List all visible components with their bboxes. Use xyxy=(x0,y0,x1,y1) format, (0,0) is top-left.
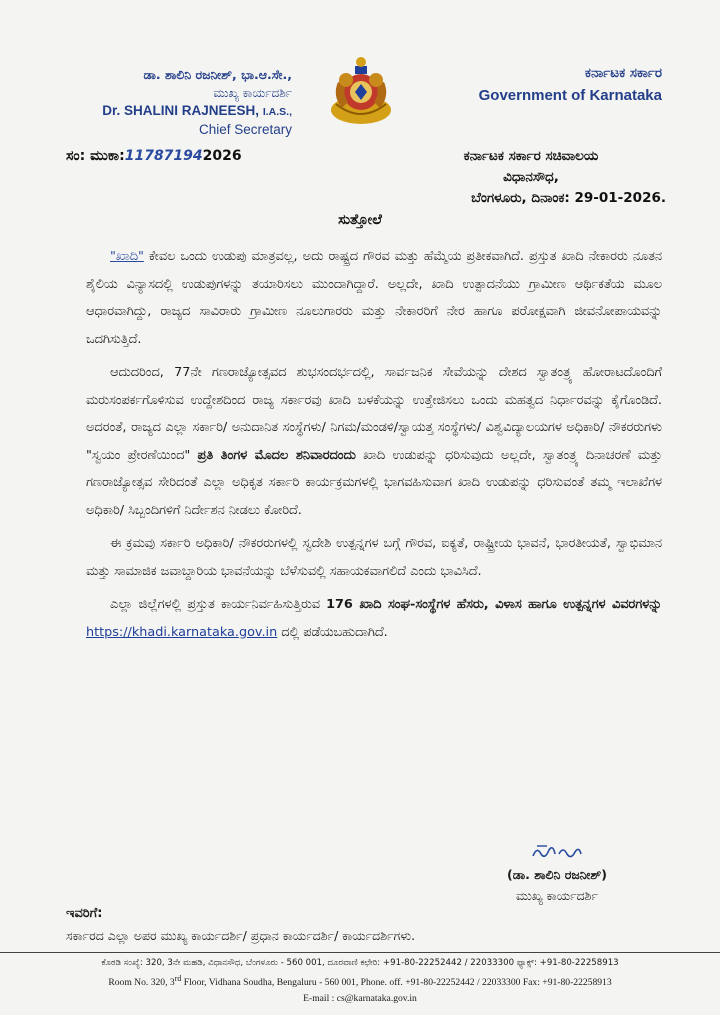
karnataka-emblem-icon xyxy=(322,52,400,130)
sender-name-english-text: Dr. SHALINI RAJNEESH, xyxy=(102,103,260,118)
paragraph-1-text: ಕೇವಲ ಒಂದು ಉಡುಪು ಮಾತ್ರವಲ್ಲ, ಅದು ರಾಷ್ಟ್ರದ ಗೌರವ ಮತ್ತು ಹೆಮ್ಮೆಯ ಪ್ರತೀಕವಾಗಿದೆ. ಪ್ರಸ್ತುತ ಖಾದಿ ನೇಕಾರರು ನೂತನ ಶೈಲಿಯ ವಿನ್ಯಾಸದಲ್ಲಿ ಉಡುಪುಗಳನ್ನು ತಯಾರಿಸಲು ಮುಂದಾಗಿದ್ದಾರೆ. ಅಲ್ಲದೇ, ಖಾದಿ ಉತ್ಪಾದನೆಯು ಗ್ರಾಮೀಣ ಆರ್ಥಿಕತೆಯ ಮೂಲ ಆಧಾರವಾಗಿದ್ದು, ರಾಜ್ಯದ ಸಾವಿರಾರು ಗ್ರಾಮೀಣ ನೂಲುಗಾರರು ಮತ್ತು ನೇಕಾರರಿಗೆ ನೇರ ಹಾಗೂ ಪರೋಕ್ಷವಾಗಿ ಜೀವನೋಪಾಯವನ್ನು ಒದಗಿಸುತ್ತಿದೆ. xyxy=(86,249,662,347)
paragraph-2-text-b: ಖಾದಿ ಉಡುಪನ್ನು ಧರಿಸುವುದು ಅಲ್ಲದೇ, ಸ್ವಾತಂತ್ರ್ಯ ದಿನಾಚರಣೆ ಮತ್ತು ಗಣರಾಜ್ಯೋತ್ಸವ ಸೇರಿದಂತೆ ಎಲ್ಲಾ ಅಧಿಕೃತ ಸರ್ಕಾರಿ ಕಾರ್ಯಕ್ರಮಗಳಲ್ಲಿ ಭಾಗವಹಿಸುವಾಗ ಖಾದಿ ಉಡುಪನ್ನು ಧರಿಸುವಂತೆ ತಮ್ಮ ಇಲಾಖೆಗಳ ಅಧಿಕಾರಿ/ ಸಿಬ್ಬಂದಿಗಳಿಗೆ ನಿರ್ದೇಶನ ನೀಡಲು ಕೋರಿದೆ. xyxy=(86,447,662,518)
footer-address-kannada: ಕೊಠಡಿ ಸಂಖ್ಯೆ: 320, 3ನೇ ಮಹಡಿ, ವಿಧಾನಸೌಧ, ಬೆಂಗಳೂರು - 560 001, ದೂರವಾಣಿ ಕಛೇರಿ: +91-80-22252442 / 22033300 ಫ್ಯಾಕ್ಸ್: +91-80-22258913 xyxy=(101,958,619,968)
paragraph-4-emphasis: 176 ಖಾದಿ ಸಂಘ-ಸಂಸ್ಥೆಗಳ ಹೆಸರು, ವಿಳಾಸ ಹಾಗೂ ಉತ್ಪನ್ನಗಳ ವಿವರಗಳನ್ನು xyxy=(326,597,662,612)
document-subject: ಸುತ್ತೋಲೆ xyxy=(338,212,382,228)
sender-name-kannada: ಡಾ. ಶಾಲಿನಿ ರಜನೀಶ್, ಭಾ.ಆ.ಸೇ., xyxy=(143,67,292,82)
paragraph-2-text-a: ಆದುದರಿಂದ, 77ನೇ ಗಣರಾಜ್ಯೋತ್ಸವದ ಶುಭಸಂದರ್ಭದಲ್ಲಿ, ಸಾರ್ವಜನಿಕ ಸೇವೆಯನ್ನು ದೇಶದ ಸ್ವಾತಂತ್ರ್ಯ ಹೋರಾಟದೊಂದಿಗೆ ಮರುಸಂಪರ್ಕಗೊಳಿಸುವ ಉದ್ದೇಶದಿಂದ ರಾಜ್ಯ ಸರ್ಕಾರವು ಖಾದಿ ಬಳಕೆಯನ್ನು ಉತ್ತೇಜಿಸಲು ಒಂದು ಮಹತ್ವದ ನಿರ್ಧಾರವನ್ನು ಕೈಗೊಂಡಿದೆ. ಅದರಂತೆ, ರಾಜ್ಯದ ಎಲ್ಲಾ ಸರ್ಕಾರಿ/ ಅನುದಾನಿತ ಸಂಸ್ಥೆಗಳು/ ನಿಗಮ/ಮಂಡಳಿ/ಸ್ವಾಯತ್ತ ಸಂಸ್ಥೆಗಳು/ ವಿಶ್ವವಿದ್ಯಾಲಯಗಳ ಅಧಿಕಾರಿ/ ನೌಕರರುಗಳು "ಸ್ವಯಂ ಪ್ರೇರಣೆಯಿಂದ" xyxy=(86,365,662,463)
office-line-2: ವಿಧಾನಸೌಧ, xyxy=(503,169,559,185)
footer-address-english xyxy=(0,971,720,991)
government-name-english: Government of Karnataka xyxy=(478,87,662,104)
reference-number xyxy=(66,148,242,164)
paragraph-4-text-a: ಎಲ್ಲಾ ಜಿಲ್ಲೆಗಳಲ್ಲಿ ಪ್ರಸ್ತುತ ಕಾರ್ಯನಿರ್ವಹಿಸುತ್ತಿರುವ xyxy=(110,597,327,612)
signatory-name: (ಡಾ. ಶಾಲಿನಿ ರಜನೀಶ್) xyxy=(507,867,607,882)
sender-name-english xyxy=(52,102,292,121)
khadi-website-link[interactable]: https://khadi.karnataka.gov.in xyxy=(86,624,278,640)
khadi-quote: "ಖಾದಿ" xyxy=(110,249,144,264)
recipients-list: ಸರ್ಕಾರದ ಎಲ್ಲಾ ಅಪರ ಮುಖ್ಯ ಕಾರ್ಯದರ್ಶಿ/ ಪ್ರಧಾನ ಕಾರ್ಯದರ್ಶಿ/ ಕಾರ್ಯದರ್ಶಿಗಳು. xyxy=(66,928,416,943)
date-line: ಬೆಂಗಳೂರು, ದಿನಾಂಕ: 29-01-2026. xyxy=(471,190,666,206)
reference-year: 2026 xyxy=(202,148,242,164)
paragraph-2 xyxy=(86,359,662,524)
footer-floor-suffix: rd xyxy=(174,974,182,983)
paragraph-2-emphasis: ಪ್ರತಿ ತಿಂಗಳ ಮೊದಲ ಶನಿವಾರದಂದು xyxy=(197,447,356,463)
office-line-1: ಕರ್ನಾಟಕ ಸರ್ಕಾರ ಸಚಿವಾಲಯ xyxy=(463,148,599,164)
paragraph-4-text-b: ದಲ್ಲಿ ಪಡೆಯಬಹುದಾಗಿದೆ. xyxy=(277,624,388,640)
sender-name-suffix: I.A.S., xyxy=(262,106,292,118)
footer-address-post: Floor, Vidhana Soudha, Bengaluru - 560 001, Phone. off. +91-80-22252442 / 22033300 Fax: +91-80-22258913 xyxy=(181,977,612,989)
recipients-label: ಇವರಿಗೆ: xyxy=(66,906,103,921)
sender-block xyxy=(52,66,292,138)
paragraph-3: ಈ ಕ್ರಮವು ಸರ್ಕಾರಿ ಅಧಿಕಾರಿ/ ನೌಕರರುಗಳಲ್ಲಿ ಸ್ವದೇಶಿ ಉತ್ಪನ್ನಗಳ ಬಗ್ಗೆ ಗೌರವ, ಐಕ್ಯತೆ, ರಾಷ್ಟ್ರೀಯ ಭಾವನೆ, ಭಾರತೀಯತೆ, ಸ್ವಾಭಿಮಾನ ಮತ್ತು ಸಾಮಾಜಿಕ ಜವಾಬ್ದಾರಿಯ ಭಾವನೆಯನ್ನು ಬೆಳೆಸುವಲ್ಲಿ ಸಹಾಯಕವಾಗಲಿದೆ ಎಂದು ಭಾವಿಸಿದೆ. xyxy=(86,536,662,579)
footer-email: E-mail : cs@karnataka.gov.in xyxy=(303,993,417,1005)
reference-handwritten: 11787194 xyxy=(124,148,203,164)
signature-block xyxy=(472,842,642,906)
government-heading xyxy=(472,62,662,108)
government-name-kannada: ಕರ್ನಾಟಕ ಸರ್ಕಾರ xyxy=(584,65,662,81)
office-address xyxy=(396,146,666,209)
circular-body xyxy=(86,243,662,652)
reference-label: ಸಂ: ಮುಕಾ: xyxy=(66,148,125,164)
paragraph-1 xyxy=(86,243,662,353)
handwritten-signature-icon xyxy=(527,842,587,862)
footer-address-pre: Room No. 320, 3 xyxy=(108,977,175,989)
sender-designation-kannada: ಮುಖ್ಯ ಕಾರ್ಯದರ್ಶಿ xyxy=(213,86,292,100)
letterhead-footer xyxy=(0,952,720,1007)
paragraph-4 xyxy=(86,591,662,646)
signatory-designation: ಮುಖ್ಯ ಕಾರ್ಯದರ್ಶಿ xyxy=(516,888,598,903)
sender-designation-english: Chief Secretary xyxy=(198,122,292,137)
